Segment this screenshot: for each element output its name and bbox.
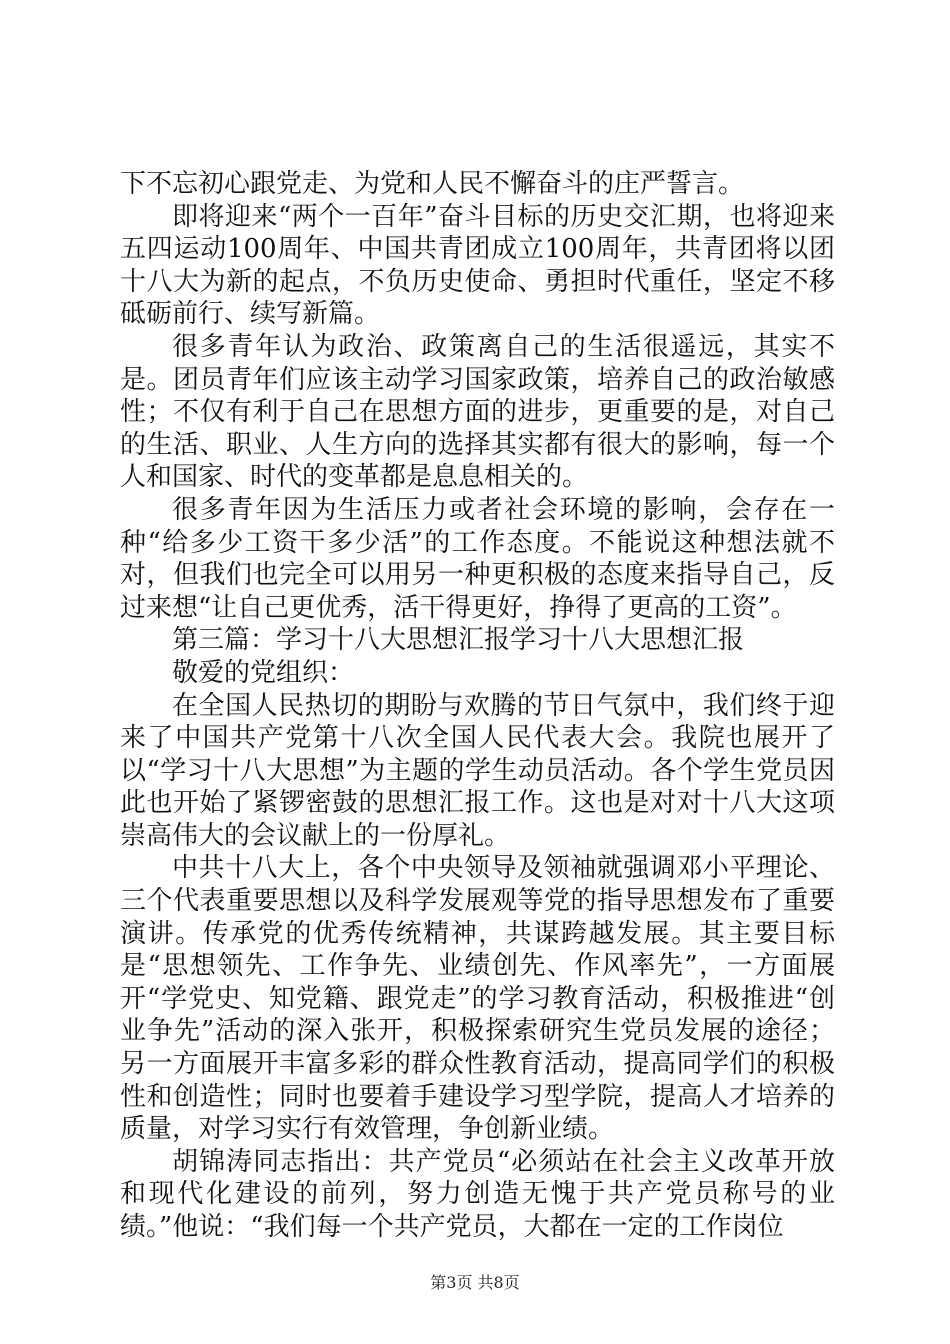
- page-number-footer: 第3页 共8页: [430, 1273, 520, 1292]
- section-heading: 第三篇：学习十八大思想汇报学习十八大思想汇报: [172, 625, 745, 656]
- paragraph-5: 在全国人民热切的期盼与欢腾的节日气氛中，我们终于迎来了中国共产党第十八次全国人民代表大会。我院也展开了以“学习十八大思想”为主题的学生动员活动。各个学生党员因此也开始了紧锣密鼓的思想汇报工作。这也是对对十八大这项崇高伟大的会议献上的一份厚礼。: [120, 690, 835, 851]
- paragraph-7: 胡锦涛同志指出：共产党员“必须站在社会主义改革开放和现代化建设的前列，努力创造无愧于共产党员称号的业绩。”他说：“我们每一个共产党员，大都在一定的工作岗位: [120, 1146, 835, 1242]
- document-body: [120, 168, 835, 1244]
- salutation: 敬爱的党组织：: [172, 657, 355, 688]
- paragraph-6: 中共十八大上，各个中央领导及领袖就强调邓小平理论、三个代表重要思想以及科学发展观等党的指导思想发布了重要演讲。传承党的优秀传统精神，共谋跨越发展。其主要目标是“思想领先、工作争先、业绩创先、作风率先”，一方面展开“学党史、知党籍、跟党走”的学习教育活动，积极推进“创业争先”活动的深入张开，积极探索研究生党员发展的途径；另一方面展开丰富多彩的群众性教育活动，提高同学们的积极性和创造性；同时也要着手建设学习型学院，提高人才培养的质量，对学习实行有效管理，争创新业绩。: [120, 853, 835, 1145]
- paragraph-1: 下不忘初心跟党走、为党和人民不懈奋斗的庄严誓言。: [120, 169, 745, 199]
- paragraph-3: 很多青年认为政治、政策离自己的生活很遥远，其实不是。团员青年们应该主动学习国家政策，培养自己的政治敏感性；不仅有利于自己在思想方面的进步，更重要的是，对自己的生活、职业、人生方向的选择其实都有很大的影响，每一个人和国家、时代的变革都是息息相关的。: [120, 331, 835, 493]
- paragraph-4: 很多青年因为生活压力或者社会环境的影响，会存在一种“给多少工资干多少活”的工作态度。不能说这种想法就不对，但我们也完全可以用另一种更积极的态度来指导自己，反过来想“让自己更优秀，活干得更好，挣得了更高的工资”。: [120, 494, 835, 623]
- paragraph-2: 即将迎来“两个一百年”奋斗目标的历史交汇期，也将迎来五四运动100周年、中国共青团成立100周年，共青团将以团十八大为新的起点，不负历史使命、勇担时代重任，坚定不移砥砺前行、续写新篇。: [120, 201, 835, 330]
